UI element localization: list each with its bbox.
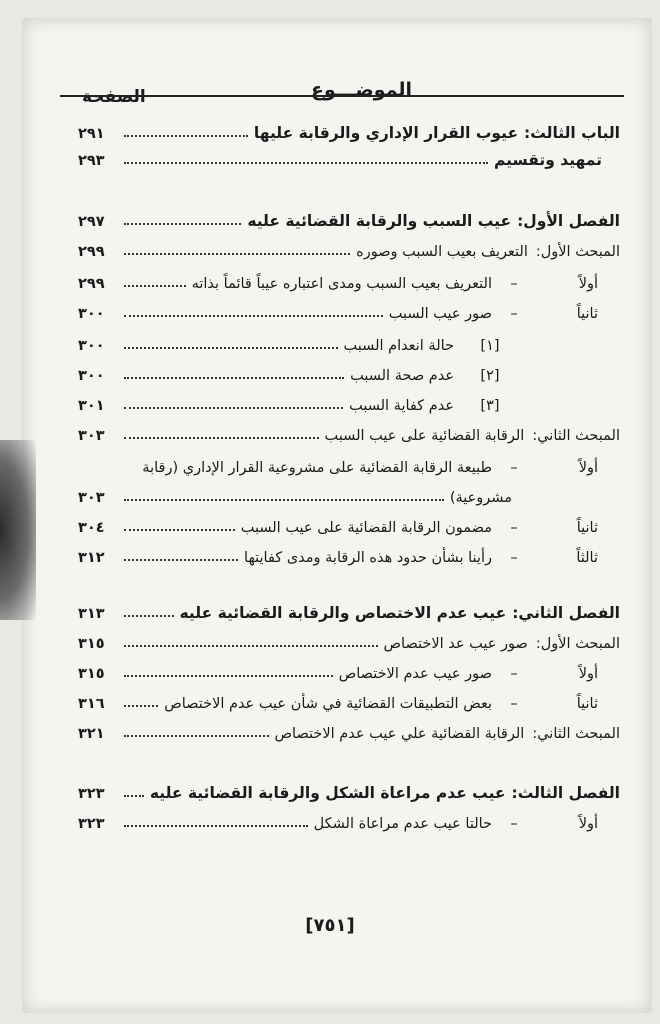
toc-entry-title: حالة انعدام السبب (343, 338, 454, 354)
toc-entry-dash: – (510, 696, 518, 712)
toc-entry-title: مشروعية) (449, 490, 512, 506)
toc-entry-ordinal: أولاً (578, 666, 598, 682)
toc-entry-page: ٣٢٣ (78, 816, 105, 832)
leader-dots (124, 825, 308, 827)
toc-entry (78, 658, 598, 682)
leader-dots (124, 285, 186, 287)
toc-entry-page: ٢٩٩ (78, 276, 105, 292)
toc-entry-title: عيوب القرار الإداري والرقابة عليها (253, 124, 519, 142)
leader-dots (124, 315, 383, 317)
toc-entry-page: ٣١٥ (78, 666, 105, 682)
toc-entry-title: الرقابة القضائية على عيب السبب (324, 428, 525, 444)
toc-entry-title: صور عيب عدم الاختصاص (338, 666, 492, 682)
toc-entry (78, 688, 598, 712)
toc-entry-page: ٣١٢ (78, 550, 105, 566)
toc-entry-label: الفصل الأول: (517, 212, 620, 230)
toc-entry-page: ٣٠٠ (78, 306, 105, 322)
toc-entry-ordinal: أولاً (578, 460, 598, 476)
toc-entry-dash: – (510, 816, 518, 832)
toc-entry-page: ٣٠١ (78, 398, 105, 414)
toc-entry (78, 628, 620, 652)
toc-entry-dash: – (510, 276, 518, 292)
toc-entry-page: ٣٠٠ (78, 368, 105, 384)
toc-entry-title: حالتا عيب عدم مراعاة الشكل (313, 816, 492, 832)
toc-entry (78, 808, 598, 832)
leader-dots (124, 559, 238, 561)
toc-entry-dash: – (510, 460, 518, 476)
toc-entry-page: ٣٢٣ (78, 786, 105, 802)
toc-entry-dash: – (510, 666, 518, 682)
toc-entry-ordinal: ثانياً (576, 306, 598, 322)
toc-entry-title: عدم صحة السبب (350, 368, 454, 384)
leader-dots (124, 162, 488, 164)
toc-header (82, 73, 602, 113)
leader-dots (124, 529, 235, 531)
toc-entry-label: المبحث الأول: (535, 244, 620, 260)
toc-entry-title: عدم كفاية السبب (349, 398, 454, 414)
toc-entry (78, 420, 620, 444)
leader-dots (124, 645, 378, 647)
toc-entry-page: ٣٢١ (78, 726, 105, 742)
toc-entry (78, 598, 620, 622)
toc-entry-title: تمهيد وتقسيم (494, 151, 602, 169)
toc-entry-title: التعريف بعيب السبب ومدى اعتباره عيباً قائماً بذاته (191, 276, 492, 292)
toc-entry-page: ٣٠٠ (78, 338, 105, 354)
toc-entry-title: طبيعة الرقابة القضائية على مشروعية القرار الإداري (رقابة (142, 460, 492, 476)
toc-entry-dash: – (510, 520, 518, 536)
leader-dots (124, 377, 344, 379)
page-number-footer: [٧٥١] (305, 915, 355, 936)
toc-entry (78, 512, 598, 536)
topic-column-heading: الموضـــوع (310, 79, 412, 101)
toc-entry-ordinal: ثالثاً (576, 550, 598, 566)
toc-entry-marker: [١] (480, 338, 500, 354)
header-rule (60, 95, 624, 97)
toc-entry (78, 330, 512, 354)
toc-entry-title: التعريف بعيب السبب وصوره (356, 244, 528, 260)
leader-dots (124, 675, 333, 677)
toc-entry (78, 360, 512, 384)
toc-entry-title: عيب عدم الاختصاص والرقابة القضائية عليه (179, 604, 507, 622)
toc-entry-ordinal: أولاً (578, 816, 598, 832)
toc-entry (78, 542, 598, 566)
toc-entry (78, 778, 620, 802)
toc-entry-dash: – (510, 306, 518, 322)
toc-entry-title: عيب عدم مراعاة الشكل والرقابة القضائية عليه (149, 784, 506, 802)
toc-entry-title: عيب السبب والرقابة القضائية عليه (247, 212, 512, 230)
leader-dots (124, 347, 338, 349)
toc-entry-label: المبحث الأول: (535, 636, 620, 652)
toc-entry (78, 452, 598, 476)
toc-entry (78, 145, 602, 169)
toc-entry-dash: – (510, 550, 518, 566)
leader-dots (124, 253, 350, 255)
toc-entry-label: الباب الثالث: (524, 124, 620, 142)
toc-entry (78, 482, 512, 506)
toc-entry-label: المبحث الثاني: (532, 726, 620, 742)
toc-entry (78, 118, 620, 142)
toc-entry-page: ٣١٣ (78, 606, 105, 622)
toc-entry (78, 298, 598, 322)
toc-entry-label: المبحث الثاني: (532, 428, 620, 444)
leader-dots (124, 437, 319, 439)
toc-entry-marker: [٢] (480, 368, 500, 384)
toc-entry-page: ٣٠٣ (78, 428, 105, 444)
toc-entry-title: بعض التطبيقات القضائية في شأن عيب عدم الاختصاص (164, 696, 492, 712)
toc-entry-label: الفصل الثالث: (511, 784, 620, 802)
leader-dots (124, 407, 343, 409)
toc-entry-ordinal: ثانياً (576, 696, 598, 712)
leader-dots (124, 795, 144, 797)
leader-dots (124, 499, 444, 501)
toc-entry-marker: [٣] (480, 398, 500, 414)
toc-entry (78, 718, 620, 742)
leader-dots (124, 223, 241, 225)
toc-entry-title: مضمون الرقابة القضائية على عيب السبب (240, 520, 492, 536)
toc-entry-page: ٢٩٩ (78, 244, 105, 260)
toc-entry-title: رأينا بشأن حدود هذه الرقابة ومدى كفايتها (244, 550, 492, 566)
leader-dots (124, 135, 248, 137)
page-column-heading: الصفحة (82, 87, 146, 107)
toc-entry-page: ٢٩٧ (78, 214, 105, 230)
leader-dots (124, 735, 269, 737)
book-spine-shadow (0, 440, 36, 620)
toc-entry-ordinal: ثانياً (576, 520, 598, 536)
toc-entry (78, 390, 512, 414)
leader-dots (124, 615, 174, 617)
toc-entry-page: ٣٠٣ (78, 490, 105, 506)
toc-entry-page: ٣٠٤ (78, 520, 105, 536)
leader-dots (124, 705, 158, 707)
toc-entry-ordinal: أولاً (578, 276, 598, 292)
toc-entry-label: الفصل الثاني: (512, 604, 620, 622)
toc-entry (78, 206, 620, 230)
toc-entry-page: ٢٩١ (78, 126, 105, 142)
toc-entry-page: ٣١٦ (78, 696, 105, 712)
toc-entry-title: صور عيب عد الاختصاص (383, 636, 528, 652)
toc-entry-title: صور عيب السبب (388, 306, 492, 322)
toc-entry (78, 268, 598, 292)
toc-entry-page: ٢٩٣ (78, 153, 105, 169)
toc-entry-title: الرقابة القضائية علي عيب عدم الاختصاص (274, 726, 525, 742)
toc-entry (78, 236, 620, 260)
toc-entry-page: ٣١٥ (78, 636, 105, 652)
